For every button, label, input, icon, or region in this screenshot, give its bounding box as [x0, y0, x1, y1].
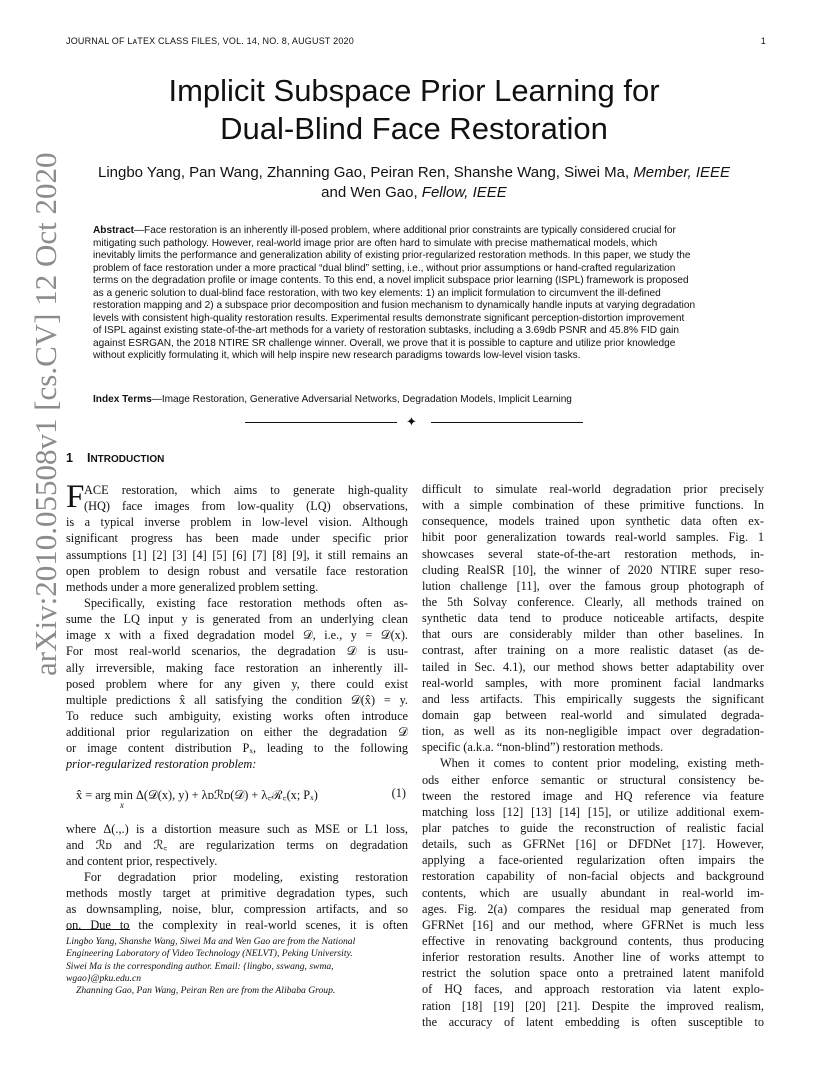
text-line: multiple predictions x̂ all satisfying the condition 𝒟(x̂) = y.	[66, 692, 408, 707]
text-line: consequence, models trained upon synthetic data often ex-	[422, 514, 764, 529]
text-line: where Δ(.,.) is a distortion measure such as MSE or L1 loss,	[66, 821, 408, 836]
text-line: significant progress has been made under specific prior	[66, 531, 408, 546]
text-line: Specifically, existing face restoration methods often as-	[84, 595, 408, 610]
text-line: and ℛᴅ and ℛ꜀ are regularization terms on degradation	[66, 837, 408, 852]
text-line: ally irreversible, making face restoration an inherently ill-	[66, 660, 408, 675]
abstract-line: Abstract—Face restoration is an inherently ill-posed problem, where additional prior constraints are typically considered crucial for	[93, 225, 676, 236]
text-line: tailed in Sec. 4.1), our method shows better adaptability over	[422, 659, 764, 674]
equation-subscript: x	[120, 800, 124, 810]
footnote-rule	[66, 929, 130, 930]
title-line: Implicit Subspace Prior Learning for	[168, 73, 660, 108]
abstract	[93, 225, 739, 363]
footnote-line: Siwei Ma is the corresponding author. Email: {lingbo, sswang, swma,	[66, 960, 334, 972]
running-header	[66, 36, 766, 46]
divider-line-left	[245, 422, 397, 423]
text-line: hibit poor generalization towards real-world samples. Fig. 1	[422, 530, 764, 545]
section-divider	[245, 414, 583, 429]
equation-1	[76, 786, 408, 810]
title-line: Dual-Blind Face Restoration	[220, 111, 608, 146]
arxiv-stamp: arXiv:2010.05508v1 [cs.CV] 12 Oct 2020	[28, 152, 63, 676]
drop-cap: F	[66, 479, 85, 515]
page-number: 1	[760, 36, 766, 46]
text-line: methods mostly target at primitive degradation types, such	[66, 886, 408, 901]
text-line: of HQ faces, and approach restoration via latent explo-	[422, 982, 764, 997]
abstract-line: terms on the degradation profile or image contents. To this end, a novel implicit subspace prior learning (ISPL) framework is proposed	[93, 275, 689, 287]
text-line: is a typical inverse problem in low-level vision. Although	[66, 515, 408, 530]
abstract-line: mitigating such pathology. However, real-world image prior are often hard to simulate with precise mathematical models, which	[93, 237, 658, 249]
text-line: the accuracy of latent embedding is often susceptible to	[422, 1014, 764, 1029]
text-line: For most real-world scenarios, the degradation 𝒟 is usu-	[66, 644, 408, 659]
footnote-line: Zhanning Gao, Pan Wang, Peiran Ren are from the Alibaba Group.	[76, 985, 336, 997]
text-line: ACE restoration, which aims to generate high-quality	[84, 483, 408, 497]
text-line: specific (a.k.a. “non-blind”) restoration methods.	[422, 740, 664, 755]
text-line: ration [18] [19] [20] [21]. Despite the improved realism,	[422, 998, 764, 1013]
footnote-line: Engineering Laboratory of Video Technology (NELVT), Peking University.	[66, 948, 353, 960]
abstract-line: against ESRGAN, the 2018 NTIRE SR challenge winner. Overall, we prove that it is possible to capture and utilize prior knowledge	[93, 337, 676, 349]
author-role: Member, IEEE	[633, 164, 731, 181]
author-role: Fellow, IEEE	[421, 183, 507, 201]
section-heading: 1 INTRODUCTION	[66, 451, 165, 465]
text-line: additional prior regularization on either the degradation 𝒟	[66, 725, 408, 740]
text-line: showcases several state-of-the-art restoration methods, in-	[422, 546, 764, 561]
text-line: that ours are considerably milder than other baselines. In	[422, 627, 764, 642]
text-line: or image content distribution Pₓ, leading to the following	[66, 741, 408, 756]
author-line	[60, 183, 768, 203]
text-line: as downsampling, noise, blur, compression artifacts, and so	[66, 902, 408, 917]
footnotes	[66, 936, 408, 997]
text-line: inferior restoration results. Another line of works attempt to	[422, 950, 764, 965]
text-line: sume the LQ input y is generated from an underlying clean	[66, 612, 408, 627]
text-line: tween the restored image and HQ reference via feature	[422, 788, 764, 803]
abstract-line: restoration mapping and 2) a subspace prior decomposition and fusion mechanism to dynamically handle inputs at varying degradation	[93, 300, 696, 312]
section-number: 1	[66, 451, 73, 465]
abstract-line: problem of face restoration under a more practical “dual blind” setting, i.e., without prior assumptions or hand-crafted regularization	[93, 262, 676, 274]
text-line: cluding RealSR [10], the winner of 2020 NTIRE super reso-	[422, 562, 764, 577]
text-line: synthetic data tend to produce noticeable artifacts, despite	[422, 611, 764, 626]
text-line: on. Due to the complexity in real-world scenes, it is often	[66, 918, 408, 933]
text-line: details, such as GFRNet [16] or DFDNet [17]. However,	[422, 837, 764, 852]
text-line: assumptions [1] [2] [3] [4] [5] [6] [7] [8] [9], it still remains an	[66, 547, 408, 562]
text-line: GFRNet [16] and our method, where GFRNet is much less	[422, 917, 764, 932]
text-line: ods either enforce semantic or structural consistency be-	[422, 772, 764, 787]
text-line: posed problem where for any given y, there could exist	[66, 676, 408, 691]
author-list	[60, 163, 768, 202]
abstract-line: inevitably limits the performance and generalization ability of existing prior-regularized restoration methods. In this paper, we study the	[93, 250, 691, 262]
text-line: contrast, after training on a more realistic dataset (as de-	[422, 643, 764, 658]
footnote-line: wgao}@pku.edu.cn	[66, 972, 142, 984]
text-line: methods under a more generalized problem setting.	[66, 579, 319, 594]
text-line: For degradation prior modeling, existing restoration	[84, 869, 408, 884]
text-line: When it comes to content prior modeling, existing meth-	[440, 756, 764, 771]
footnote-line: Lingbo Yang, Shanshe Wang, Siwei Ma and Wen Gao are from the National	[66, 936, 356, 947]
index-terms-label: Index Terms	[93, 394, 152, 405]
text-line: tion, as well as its non-negligible impact over degradation-	[422, 724, 764, 739]
index-terms	[93, 394, 739, 407]
abstract-line: of ISPL against existing state-of-the-art methods for a variety of restoration subtasks, including a 3.69db PSNR and 45.8% FID gain	[93, 325, 679, 337]
author-line	[60, 163, 768, 183]
author-names: and Wen Gao,	[321, 183, 422, 201]
text-line: image x with a fixed degradation model 𝒟, i.e., y = 𝒟(x).	[66, 628, 408, 643]
text-line: plar patches to guide the reconstruction of realistic facial	[422, 820, 764, 835]
text-line: restoration capability of non-facial objects and background	[422, 869, 764, 884]
diamond-ornament-icon: ✦	[406, 414, 417, 429]
author-names: Lingbo Yang, Pan Wang, Zhanning Gao, Peiran Ren, Shanshe Wang, Siwei Ma,	[97, 164, 634, 181]
text-line: ages. Fig. 2(a) compares the residual map generated from	[422, 901, 764, 916]
text-line: prior-regularized restoration problem:	[66, 757, 257, 772]
journal-name: JOURNAL OF LᴀTEX CLASS FILES, VOL. 14, NO. 8, AUGUST 2020	[66, 36, 354, 46]
text-line: lution challenge [11], over the famous group photograph of	[422, 578, 764, 593]
text-line: the 5th Solvay conference. Clearly, all methods trained on	[422, 594, 764, 609]
paper-title	[90, 72, 738, 148]
text-line: and content prior, respectively.	[66, 853, 218, 868]
text-line: and less artifacts. This empirically suggests the significant	[422, 691, 764, 706]
abstract-line: levels with consistent high-quality restoration results. Experimental results demonstrate significant perception-distortion improvement	[93, 312, 685, 324]
abstract-line: as a generic solution to dual-blind face restoration, with two key elements: 1) an implicit formulation to circumvent the ill-defined	[93, 287, 661, 299]
divider-line-right	[431, 422, 583, 423]
abstract-line: without explicitly formulating it, which will help inspire new research paradigms towards low-level vision tasks.	[93, 350, 581, 362]
abstract-label: Abstract	[93, 225, 134, 236]
equation-body: x̂ = arg min Δ(𝒟(x), y) + λᴅℛᴅ(𝒟) + λ꜀ℛ꜀(x; Pₓ)	[76, 788, 318, 802]
text-line: real-world samples, with more prominent facial landmarks	[422, 675, 764, 690]
right-column	[422, 481, 764, 1030]
text-line: applying a face-oriented regularization often impairs the	[422, 853, 764, 868]
text-line: domain gap between real-world and simulated degrada-	[422, 707, 764, 722]
text-line: open problem to design robust and versatile face restoration	[66, 563, 408, 578]
left-column	[66, 479, 408, 934]
text-line: To reduce such ambiguity, existing works often introduce	[66, 708, 408, 723]
text-line: effective in renovating background contents, thus producing	[422, 933, 764, 948]
text-line: with a simple combination of these primitive functions. In	[422, 498, 764, 513]
text-line: difficult to simulate real-world degradation prior precisely	[422, 482, 764, 496]
text-line: restrict the solution space onto a pretrained latent manifold	[422, 966, 764, 981]
text-line: (HQ) face images from low-quality (LQ) observations,	[84, 499, 408, 514]
equation-number: (1)	[391, 786, 406, 800]
text-line: contents, which are usually abundant in real-world im-	[422, 885, 764, 900]
text-line: matching loss [12] [13] [14] [15], or utilize additional exem-	[422, 804, 764, 819]
index-terms-text: —Image Restoration, Generative Adversarial Networks, Degradation Models, Implicit Learning	[151, 394, 572, 405]
